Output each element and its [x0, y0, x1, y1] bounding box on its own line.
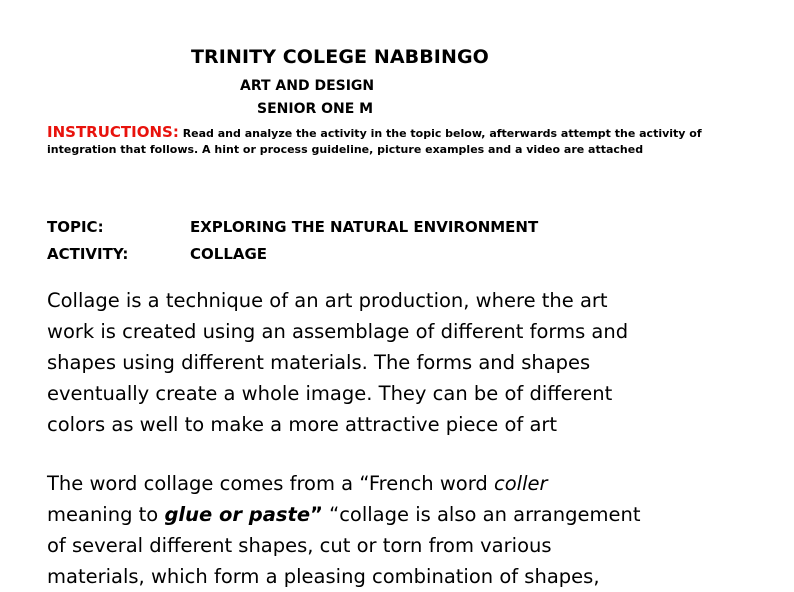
italic-word: coller — [494, 472, 548, 495]
paragraph-line: of several different shapes, cut or torn from various — [47, 534, 552, 557]
activity-label: ACTIVITY: — [47, 245, 129, 263]
activity-value: COLLAGE — [190, 245, 268, 263]
subject-title: ART AND DESIGN — [240, 78, 375, 94]
paragraph-line: eventually create a whole image. They can be of different — [47, 382, 613, 405]
paragraph-line: work is created using an assemblage of different forms and — [47, 320, 629, 343]
paragraph-line: Collage is a technique of an art production, where the art — [47, 289, 608, 312]
instructions-block — [47, 124, 747, 158]
paragraph-line — [47, 499, 757, 530]
line-text: “collage is also an arrangement — [322, 503, 641, 526]
class-title: SENIOR ONE M — [257, 101, 374, 117]
paragraph-collage-definition — [47, 285, 757, 440]
bold-italic-phrase: glue or paste — [164, 503, 311, 526]
paragraph-line: colors as well to make a more attractive piece of art — [47, 413, 558, 436]
topic-label: TOPIC: — [47, 218, 104, 236]
school-name: TRINITY COLEGE NABBINGO — [191, 46, 489, 68]
closing-quote: ” — [310, 503, 323, 526]
topic-row — [47, 218, 538, 236]
line-text: meaning to — [47, 503, 165, 526]
instructions-label: INSTRUCTIONS: — [47, 123, 179, 141]
paragraph-line — [47, 468, 757, 499]
topic-value: EXPLORING THE NATURAL ENVIRONMENT — [190, 218, 539, 236]
paragraph-line: shapes using different materials. The forms and shapes — [47, 351, 591, 374]
instructions-text: Read and analyze the activity in the topic below, afterwards attempt the activity of integration that follows. A hint or process guideline, picture examples and a video are attached — [47, 127, 702, 156]
line-text: The word collage comes from a “French word — [47, 472, 494, 495]
activity-row — [47, 245, 267, 263]
paragraph-word-origin — [47, 468, 757, 592]
paragraph-line: materials, which form a pleasing combination of shapes, — [47, 565, 600, 588]
